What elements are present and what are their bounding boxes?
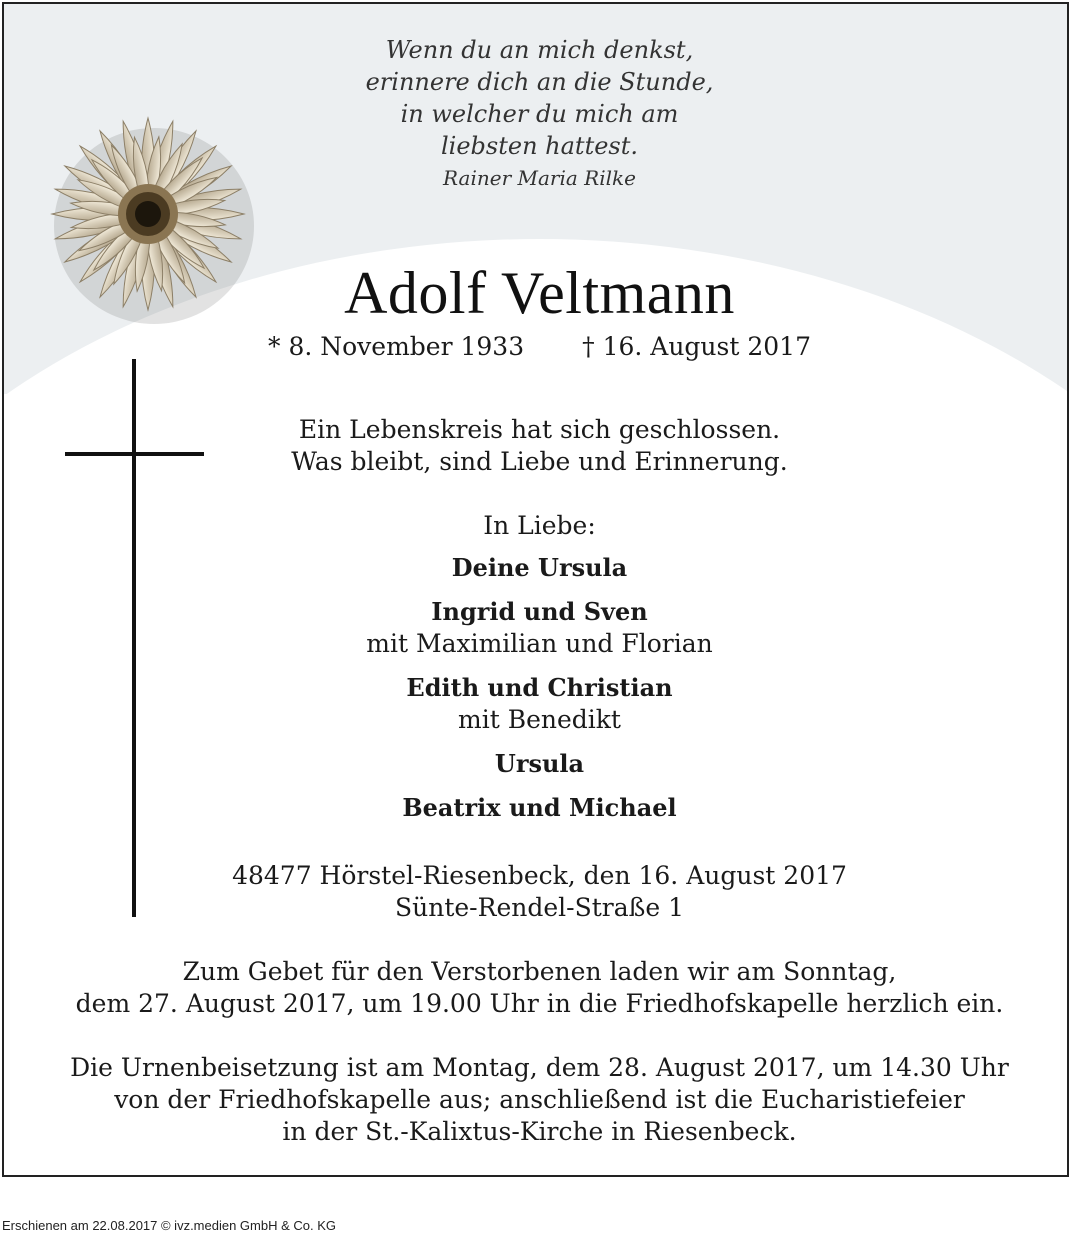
obituary-frame xyxy=(2,2,1069,1177)
prayer-line: Zum Gebet für den Verstorbenen laden wir am Sonntag, xyxy=(182,957,897,986)
saying xyxy=(4,414,1069,478)
quote xyxy=(4,34,1069,194)
death-date: † 16. August 2017 xyxy=(582,332,811,361)
family-entry xyxy=(4,748,1069,780)
publication-footer: Erschienen am 22.08.2017 © ivz.medien GmbH & Co. KG xyxy=(2,1218,337,1233)
family-entry xyxy=(4,792,1069,824)
family-name: Beatrix und Michael xyxy=(402,793,677,822)
in-love-label: In Liebe: xyxy=(483,511,596,540)
family-entry xyxy=(4,596,1069,660)
family-entry xyxy=(4,672,1069,736)
family-children: mit Maximilian und Florian xyxy=(366,629,713,658)
deceased-name: Adolf Veltmann xyxy=(344,260,735,326)
quote-line: in welcher du mich am xyxy=(400,100,679,128)
birth-date: * 8. November 1933 xyxy=(268,332,525,361)
family-list xyxy=(4,552,1069,836)
quote-line: Wenn du an mich denkst, xyxy=(385,36,694,64)
family-name: Edith und Christian xyxy=(406,673,673,702)
burial-line: von der Friedhofskapelle aus; anschließend ist die Eucharistiefeier xyxy=(114,1085,965,1114)
life-dates xyxy=(4,330,1069,364)
quote-line: liebsten hattest. xyxy=(440,132,638,160)
address xyxy=(4,860,1069,924)
burial-notice xyxy=(4,1052,1069,1148)
prayer-notice xyxy=(4,956,1069,1020)
family-name: Deine Ursula xyxy=(451,553,628,582)
address-line: 48477 Hörstel-Riesenbeck, den 16. August 2017 xyxy=(232,861,847,890)
family-name: Ursula xyxy=(494,749,585,778)
address-line: Sünte-Rendel-Straße 1 xyxy=(395,893,684,922)
family-entry xyxy=(4,552,1069,584)
burial-line: in der St.-Kalixtus-Kirche in Riesenbeck. xyxy=(282,1117,797,1146)
prayer-line: dem 27. August 2017, um 19.00 Uhr in die Friedhofskapelle herzlich ein. xyxy=(75,989,1004,1018)
saying-line: Was bleibt, sind Liebe und Erinnerung. xyxy=(291,447,788,476)
quote-line: erinnere dich an die Stunde, xyxy=(365,68,714,96)
saying-line: Ein Lebenskreis hat sich geschlossen. xyxy=(298,415,781,444)
family-name: Ingrid und Sven xyxy=(431,597,648,626)
burial-line: Die Urnenbeisetzung ist am Montag, dem 28. August 2017, um 14.30 Uhr xyxy=(70,1053,1009,1082)
family-children: mit Benedikt xyxy=(458,705,621,734)
quote-author: Rainer Maria Rilke xyxy=(443,166,636,190)
